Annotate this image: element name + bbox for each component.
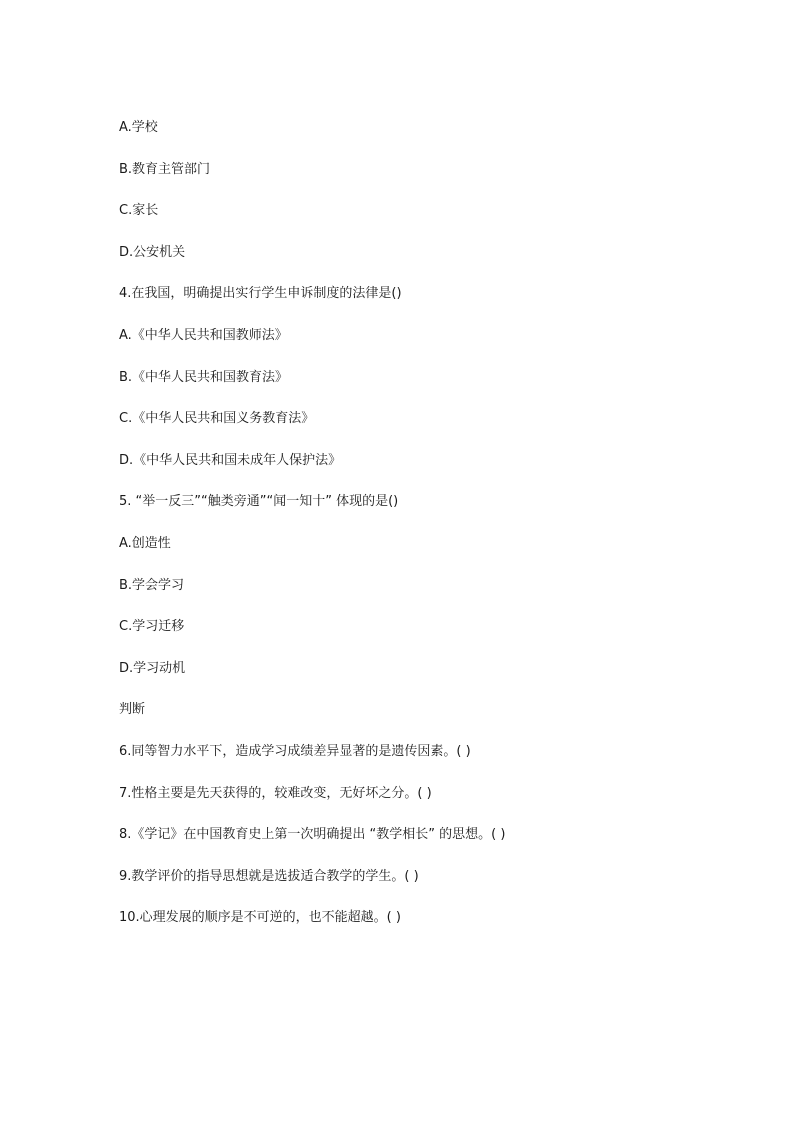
section-heading-judgment: 判断 bbox=[119, 702, 146, 718]
question-4: 4.在我国，明确提出实行学生申诉制度的法律是() bbox=[119, 286, 402, 302]
question-5: 5. “举一反三”“触类旁通”“闻一知十” 体现的是() bbox=[119, 494, 399, 510]
option-a: A.《中华人民共和国教师法》 bbox=[119, 327, 288, 343]
option-a: A.学校 bbox=[119, 120, 158, 135]
option-d: D.公安机关 bbox=[119, 244, 186, 260]
option-c: C.学习迁移 bbox=[119, 619, 185, 635]
option-b: B.教育主管部门 bbox=[119, 161, 211, 177]
option-c: C.家长 bbox=[119, 203, 159, 219]
question-10: 10.心理发展的顺序是不可逆的，也不能超越。( ) bbox=[119, 910, 401, 926]
option-b: B.学会学习 bbox=[119, 577, 185, 593]
question-7: 7.性格主要是先天获得的，较难改变，无好坏之分。( ) bbox=[119, 785, 432, 801]
option-d: D.学习动机 bbox=[119, 660, 186, 676]
option-d: D.《中华人民共和国未成年人保护法》 bbox=[119, 452, 342, 468]
question-text-block bbox=[119, 118, 759, 950]
question-8: 8.《学记》在中国教育史上第一次明确提出 “教学相长” 的思想。( ) bbox=[119, 827, 506, 843]
question-6: 6.同等智力水平下，造成学习成绩差异显著的是遗传因素。( ) bbox=[119, 743, 471, 759]
option-c: C.《中华人民共和国义务教育法》 bbox=[119, 411, 315, 427]
option-a: A.创造性 bbox=[119, 535, 171, 551]
option-b: B.《中华人民共和国教育法》 bbox=[119, 369, 289, 385]
question-9: 9.教学评价的指导思想就是选拔适合教学的学生。( ) bbox=[119, 868, 419, 884]
